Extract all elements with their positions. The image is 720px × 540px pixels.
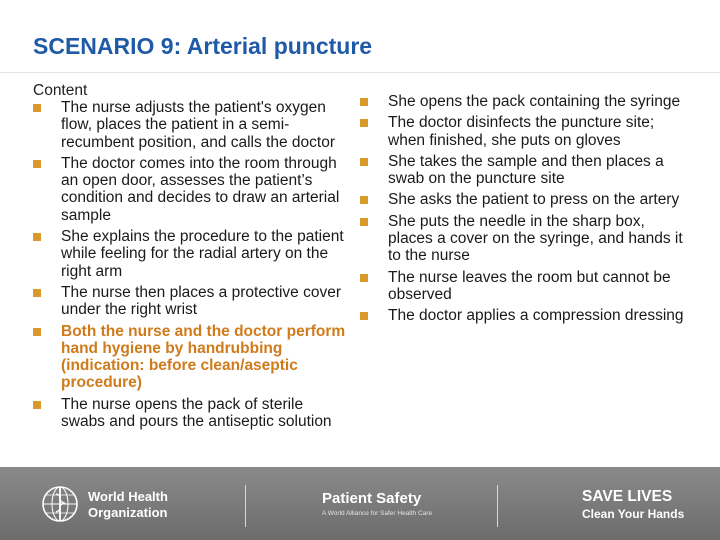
square-bullet-icon [33,160,41,168]
list-item-text: She opens the pack containing the syringe [388,93,681,110]
list-item [360,213,685,265]
list-item-text: The nurse then places a protective cover under the right wrist [61,283,342,319]
square-bullet-icon [360,158,368,166]
list-item [360,153,685,188]
square-bullet-icon [33,233,41,241]
list-item-text: The doctor comes into the room through an open door, assesses the patient’s condition and decides to draw an arterial sample [61,154,340,224]
list-item [360,93,685,110]
list-item-text: The nurse opens the pack of sterile swabs and pours the antiseptic solution [61,395,332,431]
list-item [33,396,351,431]
who-line-1: World Health [88,489,168,504]
square-bullet-icon [360,312,368,320]
list-item-text: She puts the needle in the sharp box, places a cover on the syringe, and hands it to the nurse [388,212,683,265]
square-bullet-icon [33,328,41,336]
who-wordmark [88,489,168,521]
list-item-text: She takes the sample and then places a swab on the puncture site [388,152,664,188]
list-item [33,155,351,224]
square-bullet-icon [360,218,368,226]
who-emblem-icon [40,484,80,524]
list-item-text: The nurse adjusts the patient's oxygen flow, places the patient in a semi-recumbent position, and calls the doctor [61,99,335,151]
list-item [360,269,685,304]
list-item [33,99,351,151]
list-item-text: Both the nurse and the doctor perform hand hygiene by handrubbing (indication: before clean/aseptic procedure) [61,322,346,392]
content-label: Content [33,82,88,99]
list-item-highlighted [33,323,351,392]
list-item [360,114,685,149]
square-bullet-icon [33,289,41,297]
save-lives-title: SAVE LIVES [582,488,673,505]
square-bullet-icon [360,196,368,204]
list-item-text: The nurse leaves the room but cannot be observed [388,268,671,303]
square-bullet-icon [33,401,41,409]
footer-divider [245,485,246,527]
clean-hands-subtitle: Clean Your Hands [582,507,685,521]
list-item [360,191,685,208]
patient-safety-title: Patient Safety [322,490,422,507]
list-item-text: The doctor disinfects the puncture site; when finished, she puts on gloves [388,114,655,149]
square-bullet-icon [33,104,41,112]
list-item-text: The doctor applies a compression dressing [388,307,684,325]
square-bullet-icon [360,119,368,127]
left-bullet-list [33,99,351,434]
square-bullet-icon [360,98,368,106]
list-item [33,284,351,319]
right-bullet-list [360,93,685,329]
list-item-text: She explains the procedure to the patient while feeling for the radial artery on the right arm [61,228,344,280]
footer-bar [0,467,720,540]
list-item [360,307,685,324]
title-divider [0,72,720,73]
who-line-2: Organization [88,505,168,520]
slide-title: SCENARIO 9: Arterial puncture [33,33,373,59]
patient-safety-subtitle: A World Alliance for Safer Health Care [322,510,433,517]
footer-divider [497,485,498,527]
list-item-text: She asks the patient to press on the artery [388,191,680,209]
square-bullet-icon [360,274,368,282]
list-item [33,228,351,280]
